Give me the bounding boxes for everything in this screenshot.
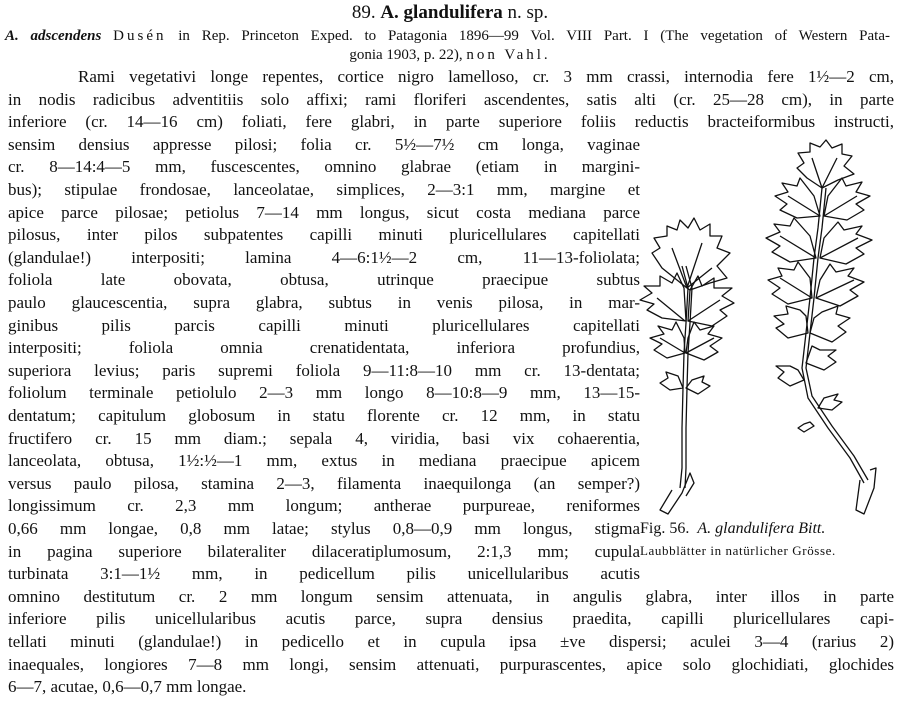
synonym-citation-line-1	[5, 27, 890, 45]
description-line: foliolum terminale petiolulo 2—3 mm longo 8—10:8—9 mm, 13—15-	[8, 383, 640, 403]
left-leaf-small-right-leaflet	[686, 376, 710, 394]
left-leaf-upper-right-leaflet	[688, 276, 734, 326]
description-line: inferiore pilis unicellularibus acutis parce, supra densius praedita, capilli pluricellulares capi-	[8, 609, 894, 629]
description-line: omnino destitutum cr. 2 mm longum sensim attenuata, in angulis glabra, inter illos in parte	[8, 586, 894, 606]
figure-label: Fig. 56.	[640, 520, 690, 537]
synonym-author: Dusén	[113, 28, 167, 44]
figure-caption-text: Laubblätter in natürlicher Grösse.	[640, 543, 836, 558]
synonym-non: non Vahl.	[466, 47, 551, 63]
right-leaf-leaflet-l2	[766, 218, 816, 262]
right-leaf-rachis	[802, 188, 864, 483]
right-leaf-leaflet-r1	[824, 178, 870, 220]
description-line: ginibus pilis parcis capilli minuti pluricellulares capitellati	[8, 315, 640, 335]
description-line: lanceolata, obtusa, 1½:½—1 mm, extus in mediana praecipue apicem	[8, 451, 640, 471]
description-line: paulo glaucescentia, supra glabra, subtus in venis pilosa, in mar-	[8, 293, 640, 312]
leaf-illustration	[632, 138, 900, 518]
left-leaf-small-left-leaflet	[660, 372, 683, 390]
description-line: cr. 8—14:4—5 mm, fuscescentes, omnino glabrae (etiam in margini-	[8, 157, 640, 177]
description-line: (glandulae!) interpositi; lamina 4—6:1½—2 cm, 11—13-foliolata;	[8, 247, 640, 267]
description-line: tellati minuti (glandulae!) in pedicello et in cupula ipsa ±ve dispersi; aculei 3—4 (rarius 2)	[8, 632, 894, 651]
description-line: pilosus, inter pilos subpatentes capilli minuti pluricellulares capitellati	[8, 225, 640, 245]
description-line: turbinata 3:1—1½ mm, in pedicellum pilis unicellularibus acutis	[8, 564, 640, 584]
description-line: 6—7, acutae, 0,6—0,7 mm longae.	[8, 677, 247, 697]
description-line: longissimum cr. 2,3 mm longum; antherae purpureae, reniformes	[8, 496, 640, 516]
right-leaf-leaflet-r6	[818, 394, 842, 410]
description-line: dentatum; capitulum globosum in statu florente cr. 12 mm, in statu	[8, 406, 640, 425]
species-status: n. sp.	[507, 2, 549, 23]
description-line: foliola late obovata, obtusa, utrinque praecipue subtus	[8, 270, 640, 290]
synonym-name: A. adscendens	[5, 28, 102, 44]
description-line: versus paulo pilosa, stamina 2—3, filamenta inaequilonga (an semper?)	[8, 473, 640, 493]
right-leaf-leaflet-r5	[806, 346, 836, 370]
synonym-reference-cont: gonia 1903, p. 22),	[349, 47, 463, 63]
description-line: sensim densius appresse pilosi; folia cr. 5½—7½ cm longa, vaginae	[8, 134, 640, 154]
description-line: fructifero cr. 15 mm diam.; sepala 4, viridia, basi vix cohaerentia,	[8, 428, 640, 448]
description-line: apice parce pilosae; petiolus 7—14 mm longus, sicut costa mediana parce	[8, 202, 640, 222]
synonym-reference: in Rep. Princeton Exped. to Patagonia 1896—99 Vol. VIII Part. I (The vegetation of Western Pata-	[178, 28, 890, 44]
species-number: 89.	[351, 2, 376, 23]
right-leaf-leaflet-l5	[776, 366, 804, 386]
right-leaf-leaflet-r4	[810, 306, 850, 342]
figure-caption-title	[640, 520, 900, 538]
description-line: inferiore (cr. 14—16 cm) foliati, fere glabri, in parte superiore foliis reductis bracteiformibus instructi,	[8, 112, 894, 132]
description-line: superiora levius; paris supremi foliola 9—11:8—10 mm cr. 13-dentata;	[8, 360, 640, 380]
species-name: A. glandulifera	[380, 2, 503, 23]
right-leaf-leaflet-r2	[820, 222, 872, 264]
left-leaf-mid-left-leaflet	[650, 322, 685, 358]
description-line: 0,66 mm longae, 0,8 mm latae; stylus 0,8—0,9 mm longus, stigma	[8, 519, 640, 538]
right-leaf-leaflet-small	[798, 422, 814, 432]
right-leaf-rachis-2	[806, 188, 868, 480]
left-leaf-upper-left-leaflet	[640, 273, 686, 321]
description-line: in pagina superiore bilateraliter dilaceratiplumosum, 2:1,3 mm; cupula	[8, 541, 640, 561]
left-leaf-terminal-leaflet	[652, 218, 730, 290]
description-line: bus); stipulae frondosae, lanceolatae, simplices, 2—3:1 mm, margine et	[8, 180, 640, 199]
figure-species: A. glandulifera Bitt.	[697, 520, 826, 537]
left-leaf-mid-right-leaflet	[686, 322, 722, 360]
description-line: interpositi; foliola omnia crenatidentata, inferiora profundius,	[8, 338, 640, 358]
left-leaf-base	[660, 473, 694, 514]
description-line: Rami vegetativi longe repentes, cortice nigro lamelloso, cr. 3 mm crassi, internodia fere 1½—2 cm,	[78, 67, 894, 86]
synonym-citation-line-2	[0, 46, 900, 64]
right-leaf-leaflet-l3	[768, 262, 812, 304]
right-leaf-leaflet-l4	[774, 306, 808, 338]
description-line: in nodis radicibus adventitiis solo affixi; rami floriferi ascendentes, satis alti (cr. 25—28 cm), in parte	[8, 89, 894, 109]
species-heading	[0, 2, 900, 24]
left-leaf-rachis-2	[685, 266, 692, 488]
right-leaf-leaflet-r3	[816, 264, 864, 306]
description-line: inaequales, longiores 7—8 mm longi, sensim attenuati, purpurascentes, apice solo glochidiati, glochides	[8, 654, 894, 674]
